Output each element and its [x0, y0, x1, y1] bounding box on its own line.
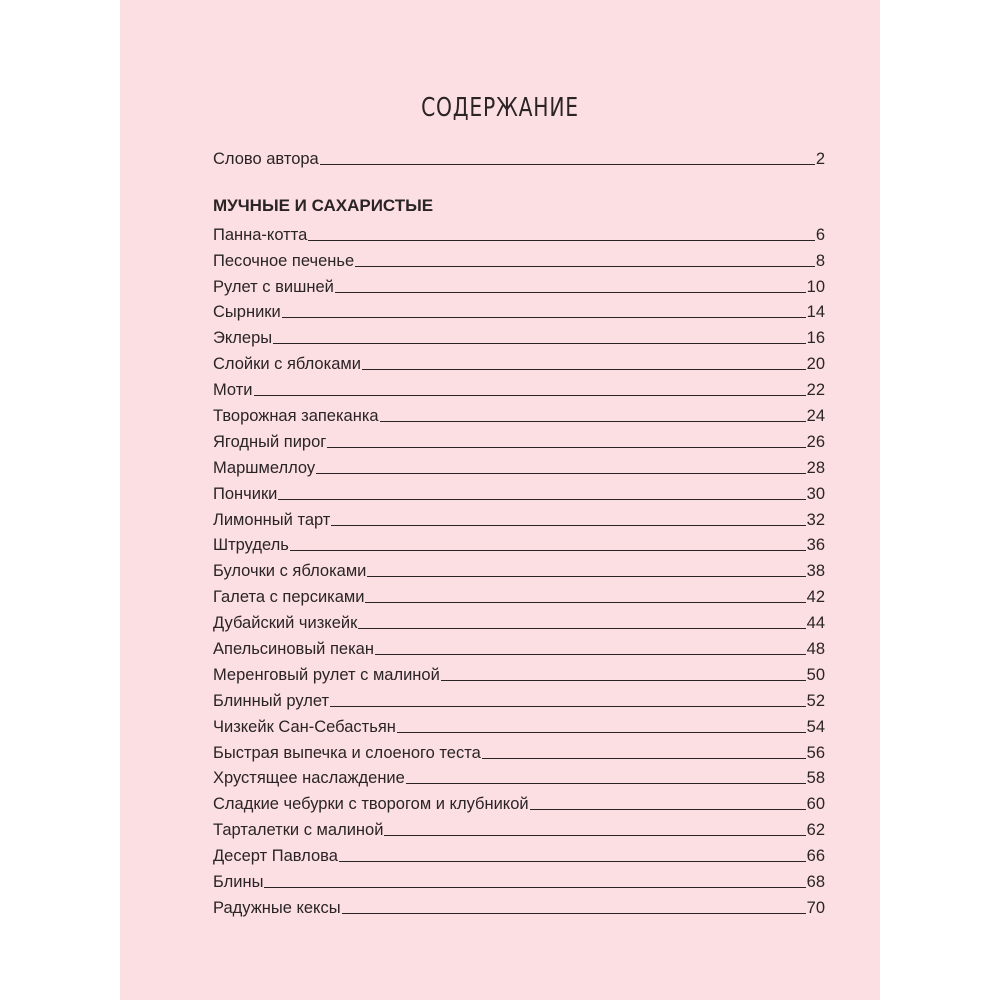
toc-entry-label: Слойки с яблоками [213, 355, 361, 374]
toc-entry [213, 763, 825, 789]
toc-entry [213, 297, 825, 323]
toc-entry-page: 38 [806, 562, 825, 581]
toc-entry [213, 711, 825, 737]
toc-entry [213, 400, 825, 426]
toc-entry-label: Блинный рулет [213, 691, 330, 710]
toc-entry [213, 814, 825, 840]
toc-entry-page: 20 [806, 355, 825, 374]
toc-entry-page: 8 [815, 251, 825, 270]
toc-entry [213, 659, 825, 685]
toc-entry-page: 10 [806, 277, 825, 296]
section-heading: МУЧНЫЕ И САХАРИСТЫЕ [213, 195, 434, 215]
toc-entry [213, 866, 825, 892]
leader-line [308, 240, 815, 241]
toc-entry [213, 788, 825, 814]
leader-line [278, 499, 805, 500]
leader-line [367, 576, 805, 577]
leader-line [327, 447, 805, 448]
toc-entry-label: Булочки с яблоками [213, 562, 367, 581]
leader-line [530, 809, 806, 810]
leader-line [254, 395, 806, 396]
leader-line [273, 343, 806, 344]
leader-line [316, 473, 805, 474]
toc-entry-page: 58 [806, 769, 825, 788]
toc-entry-page: 42 [806, 588, 825, 607]
toc-entry-label: Песочное печенье [213, 251, 355, 270]
toc-entry-label: Панна-котта [213, 225, 308, 244]
toc-entry-label: Моти [213, 381, 253, 400]
toc-entry [213, 633, 825, 659]
toc-entry-page: 68 [806, 873, 825, 892]
leader-line [335, 292, 806, 293]
toc-entry-page: 44 [806, 614, 825, 633]
toc-entry-label: Слово автора [213, 149, 319, 168]
toc-entry-label: Штрудель [213, 536, 289, 555]
toc-entry [213, 478, 825, 504]
toc-entry-page: 52 [806, 691, 825, 710]
toc-entry [213, 348, 825, 374]
toc-entry-label: Галета с персиками [213, 588, 365, 607]
table-of-contents [213, 143, 825, 918]
toc-entry-page: 24 [806, 407, 825, 426]
toc-entry-label: Апельсиновый пекан [213, 640, 374, 659]
toc-entry-label: Эклеры [213, 329, 273, 348]
toc-entry [213, 892, 825, 918]
toc-entry [213, 530, 825, 556]
toc-entry-label: Тарталетки с малиной [213, 821, 384, 840]
leader-line [355, 266, 815, 267]
toc-entry-page: 16 [806, 329, 825, 348]
toc-entry [213, 322, 825, 348]
toc-entry-page: 22 [806, 381, 825, 400]
toc-entry-label: Десерт Павлова [213, 847, 338, 866]
toc-entry [213, 245, 825, 271]
toc-entry-label: Творожная запеканка [213, 407, 379, 426]
toc-entry-label: Быстрая выпечка и слоеного теста [213, 743, 481, 762]
toc-entry-page: 50 [806, 665, 825, 684]
leader-line [320, 164, 815, 165]
toc-entry-label: Ягодный пирог [213, 432, 327, 451]
leader-line [375, 654, 806, 655]
toc-entry-label: Чизкейк Сан-Себастьян [213, 717, 396, 736]
toc-entry-label: Блины [213, 873, 264, 892]
leader-line [365, 602, 805, 603]
toc-entry-label: Рулет с вишней [213, 277, 334, 296]
leader-line [441, 680, 806, 681]
leader-line [358, 628, 805, 629]
toc-entry-page: 66 [806, 847, 825, 866]
toc-entry-page: 30 [806, 484, 825, 503]
leader-line [264, 887, 805, 888]
leader-line [282, 317, 806, 318]
toc-entry [213, 504, 825, 530]
leader-line [331, 525, 805, 526]
toc-entry-page: 28 [806, 458, 825, 477]
leader-line [342, 913, 806, 914]
toc-entry-page: 62 [806, 821, 825, 840]
toc-entry-label: Сладкие чебурки с творогом и клубникой [213, 795, 529, 814]
toc-entry-label: Дубайский чизкейк [213, 614, 358, 633]
leader-line [482, 758, 806, 759]
toc-entry [213, 452, 825, 478]
toc-entry-label: Хрустящее наслаждение [213, 769, 405, 788]
page-title: СОДЕРЖАНИЕ [421, 93, 579, 123]
toc-entry-page: 36 [806, 536, 825, 555]
toc-entry [213, 685, 825, 711]
toc-entry-page: 14 [806, 303, 825, 322]
toc-entry [213, 271, 825, 297]
leader-line [330, 706, 806, 707]
toc-entry-label: Меренговый рулет с малиной [213, 665, 440, 684]
toc-entry [213, 840, 825, 866]
toc-entry-page: 70 [806, 898, 825, 917]
toc-entry [213, 426, 825, 452]
toc-entry-label: Радужные кексы [213, 898, 341, 917]
leader-line [397, 732, 806, 733]
toc-entry-label: Маршмеллоу [213, 458, 316, 477]
toc-entry [213, 219, 825, 245]
toc-entry-intro [213, 143, 825, 169]
leader-line [406, 783, 806, 784]
toc-entry-page: 6 [815, 225, 825, 244]
leader-line [384, 835, 805, 836]
toc-entry-page: 48 [806, 640, 825, 659]
toc-entry-page: 56 [806, 743, 825, 762]
toc-entry [213, 374, 825, 400]
toc-entry-page: 26 [806, 432, 825, 451]
toc-entry-list [213, 219, 825, 918]
leader-line [290, 550, 806, 551]
toc-entry [213, 581, 825, 607]
toc-entry [213, 607, 825, 633]
toc-entry-page: 2 [815, 149, 825, 168]
toc-entry-label: Лимонный тарт [213, 510, 331, 529]
toc-entry-label: Сырники [213, 303, 281, 322]
toc-entry [213, 555, 825, 581]
leader-line [380, 421, 806, 422]
toc-entry-label: Пончики [213, 484, 278, 503]
book-page [120, 0, 880, 1000]
toc-entry [213, 737, 825, 763]
leader-line [362, 369, 806, 370]
toc-entry-page: 54 [806, 717, 825, 736]
toc-entry-page: 32 [806, 510, 825, 529]
leader-line [339, 861, 806, 862]
toc-entry-page: 60 [806, 795, 825, 814]
